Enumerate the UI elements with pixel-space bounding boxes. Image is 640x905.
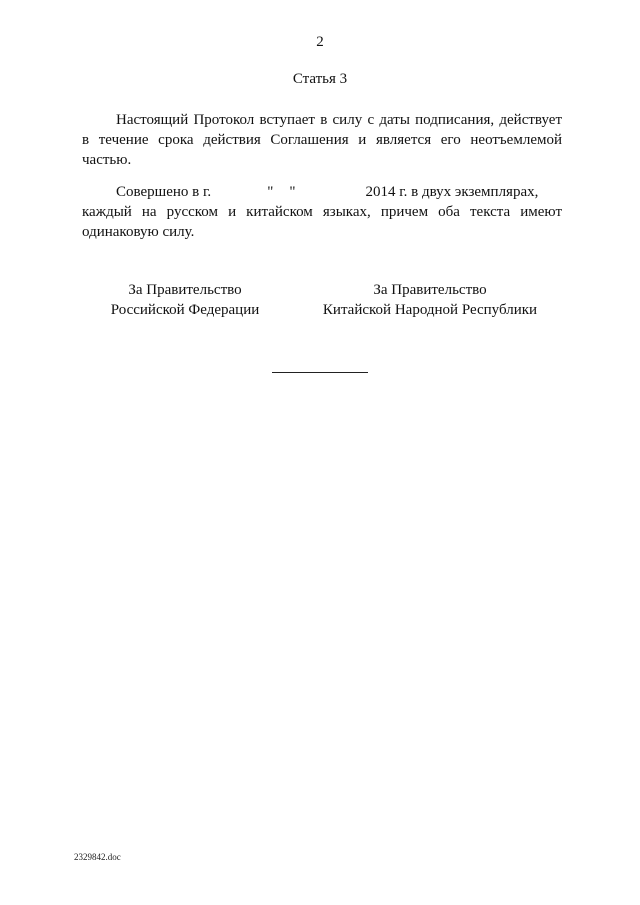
execution-prefix: Совершено в г. [116,184,212,200]
quote-close: " [289,184,296,200]
paragraph-line: в течение срока действия Соглашения и является его неотъемлемой [82,132,562,148]
article-title: Статья 3 [292,71,348,87]
quote-open: " [267,184,274,200]
signature-party: Китайской Народной Республики [322,302,538,318]
paragraph-line: одинаковую силу. [82,224,195,240]
signature-block-russia [95,280,275,320]
end-divider-rule [272,372,368,373]
page-number: 2 [316,34,324,50]
paragraph-line [82,182,562,202]
paragraph-line: каждый на русском и китайском языках, причем оба текста имеют [82,204,562,220]
paragraph-entry-into-force [82,110,562,170]
signature-label: За Правительство [373,282,487,298]
paragraph-execution [82,182,562,242]
paragraph-line-text: Настоящий Протокол вступает в силу с даты подписания, действует [116,112,562,128]
paragraph-line [82,110,562,130]
paragraph-line: частью. [82,152,132,168]
signature-label: За Правительство [128,282,242,298]
signature-block-china [315,280,545,320]
signature-party: Российской Федерации [110,302,260,318]
footer-document-code: 2329842.doc [74,852,121,862]
execution-suffix: 2014 г. в двух экземплярах, [365,184,539,200]
